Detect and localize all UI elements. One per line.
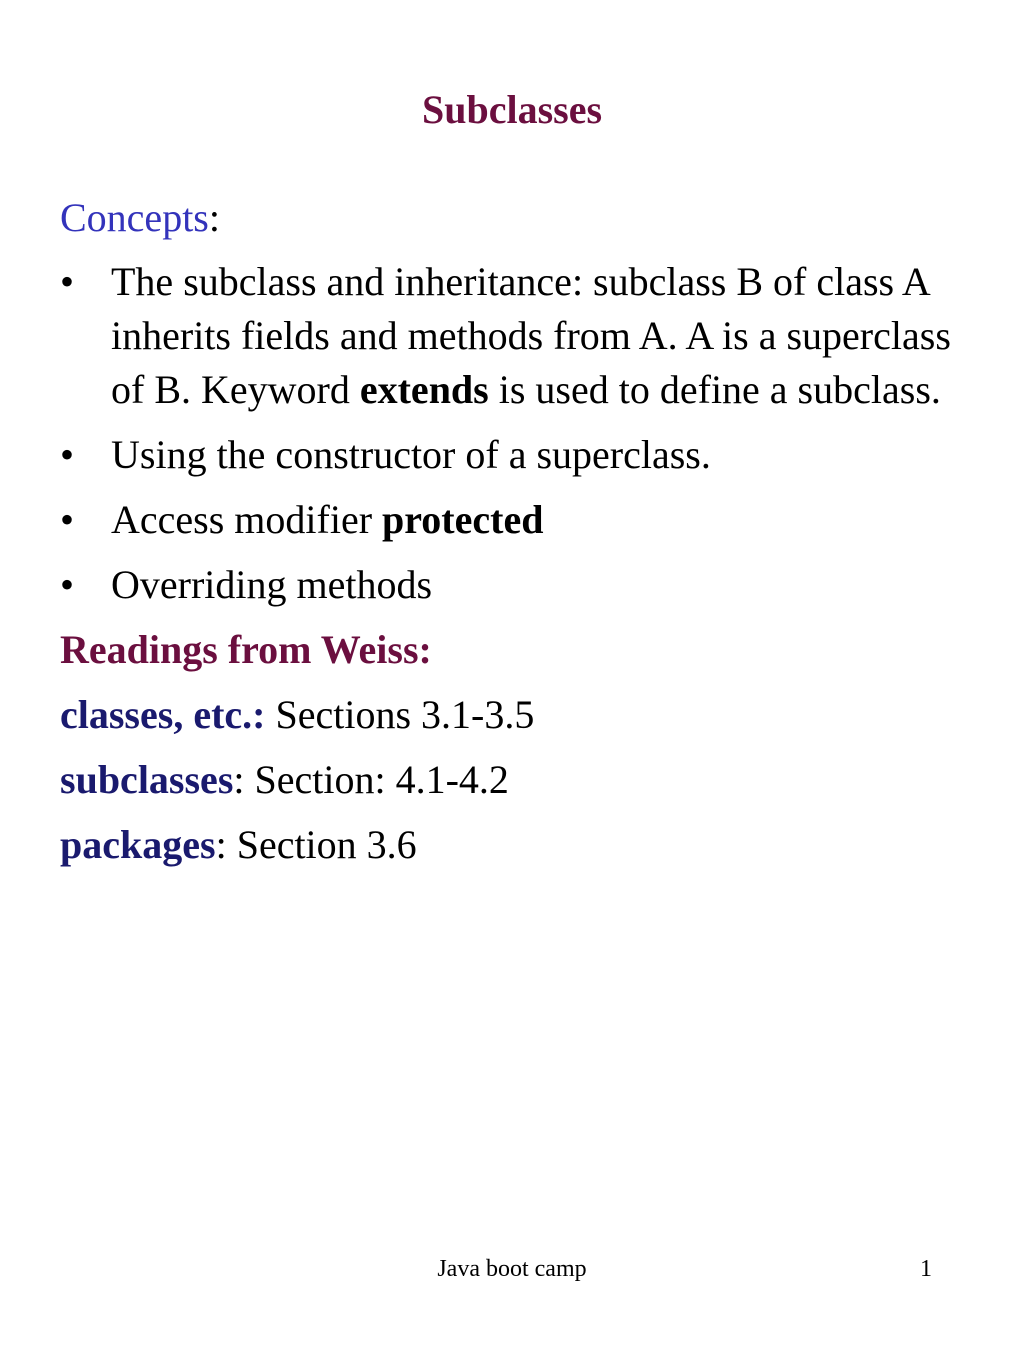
slide-body <box>60 191 960 883</box>
concepts-heading-colon: : <box>208 195 220 240</box>
footer-page-number: 1 <box>920 1256 932 1282</box>
concepts-list-item <box>60 428 960 482</box>
reading-line-classes <box>60 688 960 742</box>
reading-value: Sections 3.1-3.5 <box>265 692 535 737</box>
bullet-text-tail: is used to define a subclass. <box>488 367 941 412</box>
concepts-list <box>60 255 960 612</box>
bullet-text: Overriding methods <box>111 562 433 607</box>
bullet-keyword: extends <box>359 367 489 412</box>
bullet-text: Access modifier <box>111 497 383 542</box>
readings-heading: Readings from Weiss: <box>60 627 432 672</box>
concepts-heading <box>60 191 960 245</box>
reading-value: : Section: 4.1-4.2 <box>233 757 509 802</box>
concepts-list-item <box>60 255 960 417</box>
reading-line-subclasses <box>60 753 960 807</box>
reading-value: : Section 3.6 <box>215 822 417 867</box>
reading-key: classes, etc.: <box>60 692 266 737</box>
bullet-text: The subclass and inheritance: subclass B of class A inherits fields and methods from A. A is a superclass of B. Keyword <box>111 259 951 412</box>
bullet-keyword: protected <box>382 497 544 542</box>
concepts-list-item <box>60 493 960 547</box>
reading-key: packages <box>60 822 216 867</box>
slide-title: Subclasses <box>421 87 603 132</box>
reading-line-packages <box>60 818 960 872</box>
footer-course-name: Java boot camp <box>437 1256 587 1282</box>
bullet-text: Using the constructor of a superclass. <box>111 432 711 477</box>
reading-key: subclasses <box>60 757 234 802</box>
concepts-heading-label: Concepts <box>60 195 209 240</box>
concepts-list-item <box>60 558 960 612</box>
